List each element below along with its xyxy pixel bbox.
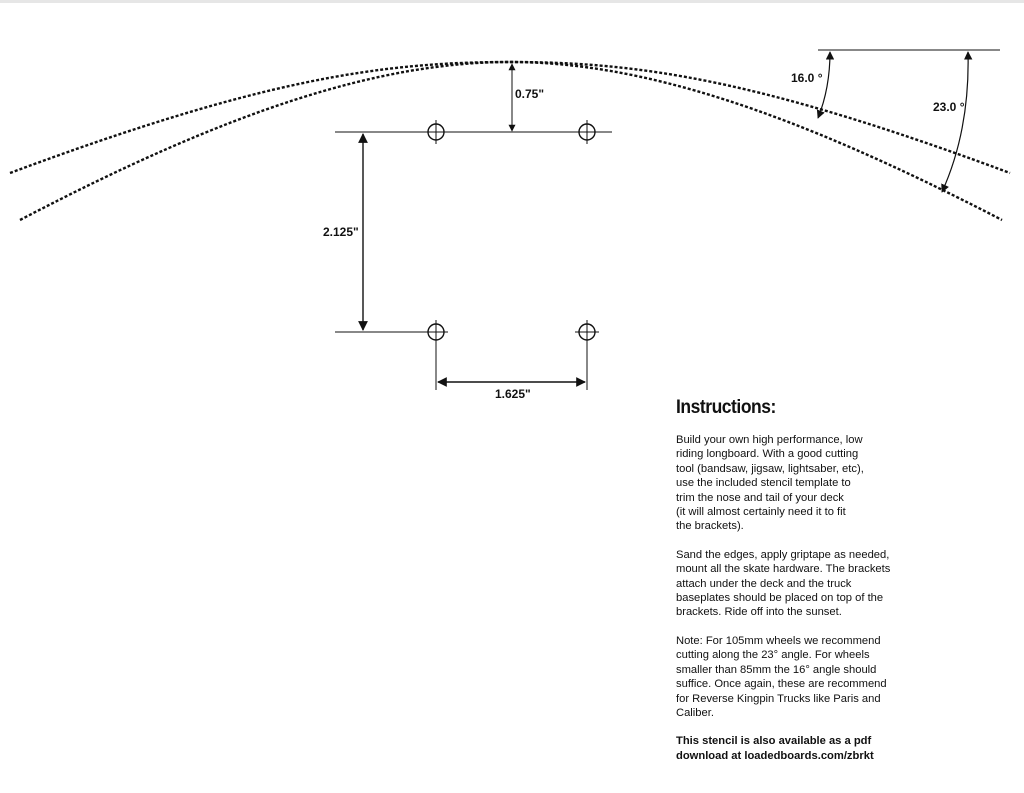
angle-23-label: 23.0 °: [933, 100, 965, 114]
instructions-panel: [676, 397, 996, 777]
bracket-width-label: 1.625": [495, 387, 531, 401]
instructions-title: Instructions:: [676, 397, 776, 418]
nose-height-label: 0.75": [515, 87, 545, 101]
cut-curve-23-degree: [20, 62, 1002, 220]
mounting-hole-top-left: [424, 120, 448, 144]
mounting-hole-bottom-left: [424, 320, 448, 344]
cut-curve-16-degree: [10, 62, 1010, 173]
angle-arc-16: [818, 52, 830, 118]
mounting-hole-bottom-right: [575, 320, 599, 344]
angle-16-label: 16.0 °: [791, 71, 823, 85]
mounting-hole-top-right: [575, 120, 599, 144]
bracket-height-label: 2.125": [323, 225, 359, 239]
angle-arc-23: [942, 52, 968, 192]
instructions-paragraph-note: Note: For 105mm wheels we recommend cutting along the 23° angle. For wheels smaller than 85mm the 16° angle should suffice. Once again, these are recommend for Reverse Kingpin Trucks like Paris and Caliber.: [676, 634, 887, 719]
instructions-paragraph-sand: Sand the edges, apply griptape as needed, mount all the skate hardware. The brackets attach under the deck and the truck baseplates should be placed on top of the brackets. Ride off into the sunset.: [676, 548, 891, 619]
instructions-paragraph-download: This stencil is also available as a pdf download at loadedboards.com/zbrkt: [676, 735, 874, 762]
instructions-paragraph-build: Build your own high performance, low riding longboard. With a good cutting tool (bandsaw, jigsaw, lightsaber, etc), use the included stencil template to trim the nose and tail of your deck (it will almost certainly need it to fit the brackets).: [676, 434, 864, 533]
